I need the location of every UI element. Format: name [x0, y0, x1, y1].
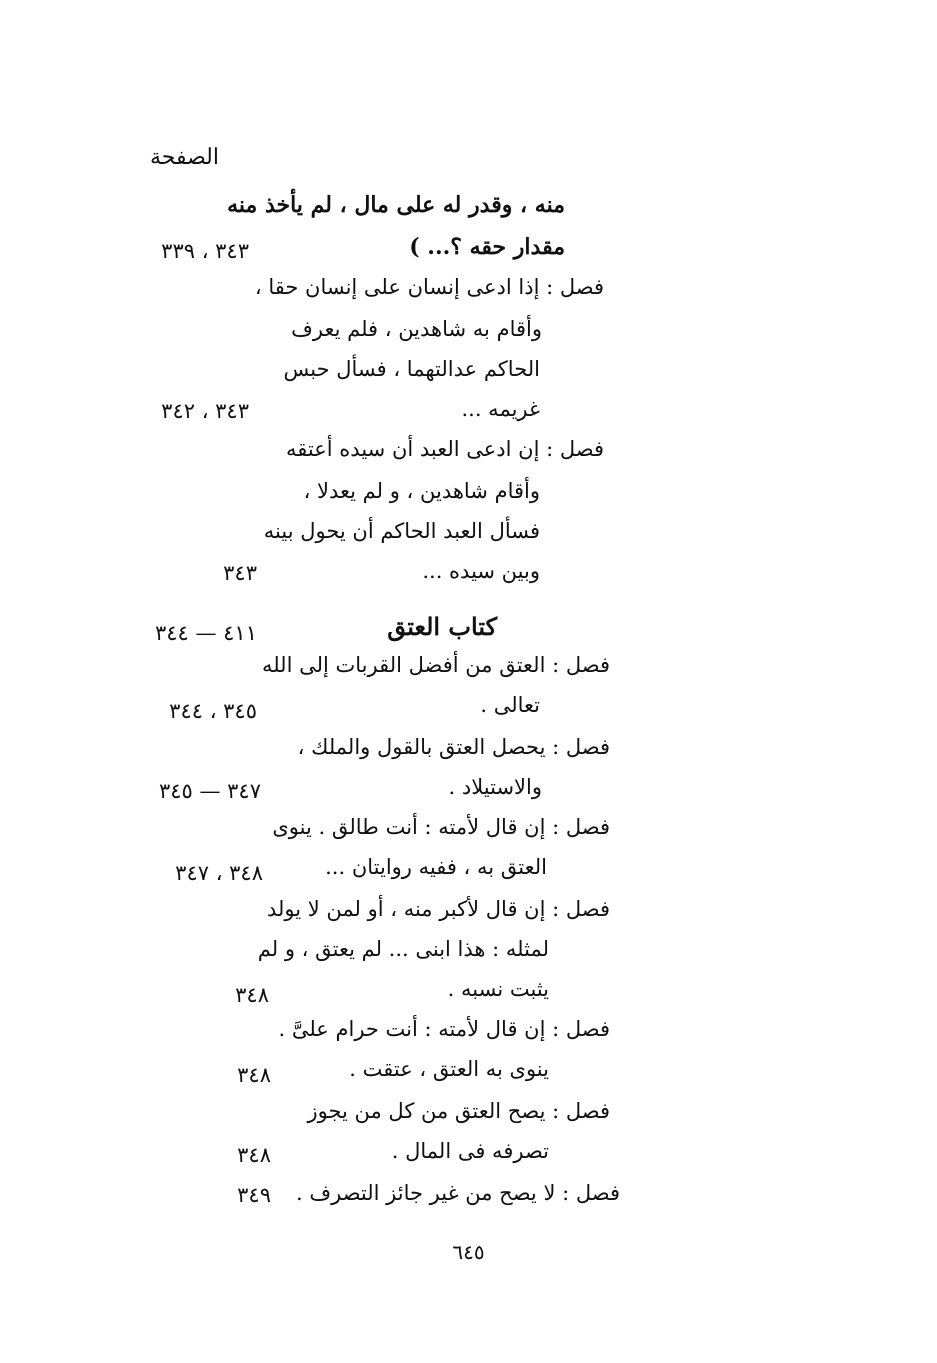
entry-line: مقدار حقه ؟... ): [409, 234, 565, 260]
page-ref: ٣٤٣: [223, 561, 257, 585]
section-heading: كتاب العتق: [387, 612, 497, 641]
entry-line: ينوى به العتق ، عتقت .: [349, 1057, 549, 1081]
page-ref: ٤١١ — ٣٤٤: [154, 621, 257, 645]
entry-line: لمثله : هذا ابنى ... لم يعتق ، و لم: [257, 937, 549, 961]
page-ref: ٣٤٨ ، ٣٤٧: [175, 861, 263, 885]
entry-line: تصرفه فى المال .: [391, 1139, 549, 1163]
page-ref: ٣٤٧ — ٣٤٥: [158, 779, 261, 803]
entry-line: العتق به ، ففيه روايتان ...: [325, 855, 547, 879]
page-ref: ٣٤٨: [235, 983, 269, 1007]
entry-line: فسأل العبد الحاكم أن يحول بينه: [263, 519, 540, 543]
page-ref: ٣٤٥ ، ٣٤٤: [169, 699, 257, 723]
entry-line: فصل : يصح العتق من كل من يجوز: [307, 1099, 610, 1123]
entry-line: فصل : إن قال لأمته : أنت طالق . ينوى: [272, 815, 610, 839]
page-ref: ٣٤٣ ، ٣٤٢: [161, 399, 249, 423]
page-ref: ٣٤٣ ، ٣٣٩: [161, 239, 249, 263]
page-ref: ٣٤٨: [237, 1063, 271, 1087]
entry-line: وبين سيده ...: [422, 559, 540, 583]
entry-line: وأقام به شاهدين ، فلم يعرف: [291, 317, 542, 341]
entry-line: فصل : العتق من أفضل القربات إلى الله: [261, 653, 610, 677]
entry-line: فصل : يحصل العتق بالقول والملك ،: [297, 735, 610, 759]
entry-line: الحاكم عدالتهما ، فسأل حبس: [283, 357, 540, 381]
entry-line: يثبت نسبه .: [447, 977, 549, 1001]
entry-line: فصل : لا يصح من غير جائز التصرف .: [296, 1181, 620, 1205]
page-ref: ٣٤٨: [237, 1143, 271, 1167]
entry-line: والاستيلاد .: [448, 775, 542, 799]
entry-line: فصل : إن ادعى العبد أن سيده أعتقه: [286, 437, 604, 461]
entry-line: تعالى .: [480, 693, 540, 717]
entry-line: وأقام شاهدين ، و لم يعدلا ،: [303, 479, 540, 503]
entry-line: فصل : إن قال لأكبر منه ، أو لمن لا يولد: [266, 897, 610, 921]
entry-line: فصل : إذا ادعى إنسان على إنسان حقا ،: [254, 275, 604, 299]
entry-line: منه ، وقدر له على مال ، لم يأخذ منه: [227, 192, 565, 218]
page-column-header: الصفحة: [149, 145, 219, 170]
entry-line: غريمه ...: [461, 397, 540, 421]
entry-line: فصل : إن قال لأمته : أنت حرام علىَّ .: [278, 1017, 610, 1041]
page-ref: ٣٤٩: [237, 1183, 271, 1207]
page-number: ٦٤٥: [452, 1240, 485, 1264]
